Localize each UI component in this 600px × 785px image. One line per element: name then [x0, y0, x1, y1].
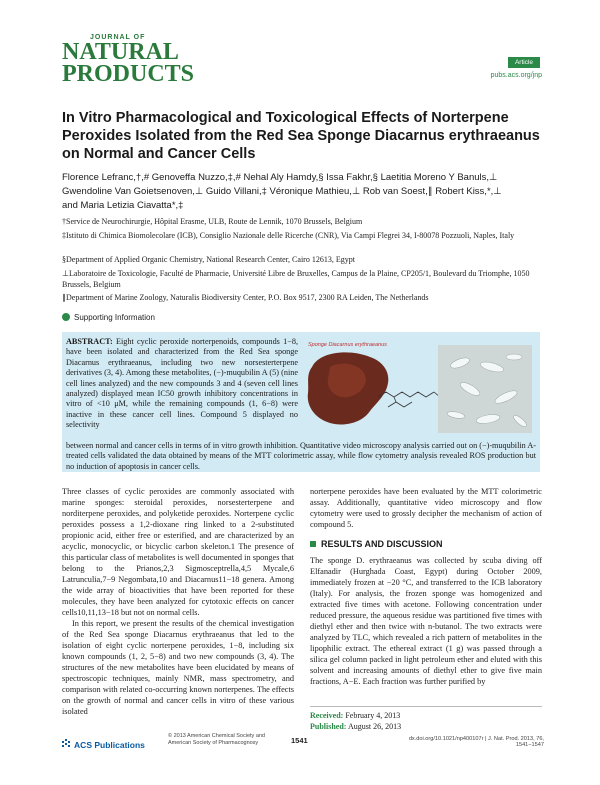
doi-citation[interactable]: dx.doi.org/10.1021/np400107r | J. Nat. Prod. 2013, 76, 1541−1547 [408, 736, 544, 748]
copyright-notice: © 2013 American Chemical Society and American Society of Pharmacognosy [168, 733, 265, 746]
acs-logo-icon [62, 739, 72, 749]
section-heading [310, 539, 542, 549]
logo-line2: PRODUCTS [62, 61, 195, 87]
affiliation-1: †Service de Neurochirurgie, Hôpital Erasme, ULB, Route de Lennik, 1070 Brussels, Belgium [62, 217, 363, 226]
received-date: February 4, 2013 [345, 711, 401, 720]
article-title: In Vitro Pharmacological and Toxicological Effects of Norterpene Peroxides Isolated from the Red Sea Sponge Diacarnus erythraeanus on Normal and Cancer Cells [62, 110, 540, 162]
acs-publications-logo[interactable] [62, 739, 162, 751]
affiliation-4: ⊥Laboratoire de Toxicologie, Faculté de Pharmacie, Université Libre de Bruxelles, Campus de la Plaine, CP205/1, Boulevard du Triomphe, 1050 Brussels, Belgium [62, 269, 530, 289]
affiliation-2: ‡Istituto di Chimica Biomolecolare (ICB), Consiglio Nazionale delle Ricerche (CNR), Via Campi Flegrei 34, I-80078 Pozzuoli, Naples, Italy [62, 231, 515, 240]
intro-paragraph-1: Three classes of cyclic peroxides are commonly associated with marine sponges: steroidal peroxides, norsesterterpene and norditerpene peroxides, and polyketide peroxides. Norterpene cyclic peroxides possess a 1,2-dioxane ring linked to a 2-substituted propionic acid, either free or esterified, and are characterized by an acyclic, monocyclic, or bicyclic carbon skeleton.1 The presence of this particular class of metabolites is well documented in sponges that belong to the Prianos,2,3 Sigmosceptrella,4,5 Mycale,6 Latrunculia,7−9 Negombata,10 and Diacarnus11−18 genera. Among the wide array of bioactivities that have been reported for these molecules, they have been analyzed for cytotoxic effects on cancer cells10,11,13−18 but not on normal cells. [62, 487, 294, 617]
logo-small-text: JOURNAL OF [90, 34, 146, 41]
journal-website-link[interactable]: pubs.acs.org/jnp [490, 72, 542, 79]
article-dates [310, 706, 542, 732]
received-label: Received: [310, 711, 344, 720]
authors-line-1[interactable]: Florence Lefranc,†,# Genoveffa Nuzzo,‡,# Nehal Aly Hamdy,§ Issa Fakhr,§ Laetitia Moreno Y Banuls,⊥ [62, 172, 498, 183]
page-number: 1541 [291, 736, 308, 745]
toc-graphic [300, 337, 536, 441]
authors-line-3[interactable]: and Maria Letizia Ciavatta*,‡ [62, 200, 184, 211]
section-heading-text: RESULTS AND DISCUSSION [321, 539, 443, 549]
abstract-body-1: Eight cyclic peroxide norterpenoids, compounds 1−8, have been isolated and characterized from the Red Sea sponge Diacarnus erythraeanus, including two new norsesterterpene derivatives (3, 4). Among these metabolites, (−)-muqubilin A (5) (nine cell lines analyzed) and the new compounds 3 and 4 (seven cell lines analyzed) displayed mean IC50 growth inhibitory concentrations in vitro of <10 μM, while the remaining compounds (1, 6−8) were inactive in these cancer cell lines. Compound 5 displayed no selectivity [66, 337, 298, 430]
published-date: August 26, 2013 [348, 722, 402, 731]
toc-sponge-label: Sponge Diacarnus erythraeanus [308, 342, 387, 348]
abstract-text-part2: between normal and cancer cells in terms of in vitro growth inhibition. Quantitative video microscopy analysis carried out on (−)-muqubilin A-treated cells validated the data obtained by means of the MTT colorimetric assay, while flow cytometry analysis revealed ROS production but no induction of apoptosis in cancer cells. [66, 441, 536, 471]
acs-publications-text: ACS Publications [74, 740, 145, 750]
affiliation-3: §Department of Applied Organic Chemistry, National Research Center, Cairo 12613, Egypt [62, 255, 355, 264]
logo-line1: NATURAL [62, 39, 179, 65]
body-column-left [62, 486, 294, 717]
section-square-icon [310, 541, 316, 547]
supporting-information-link[interactable] [62, 313, 155, 322]
results-paragraph: The sponge D. erythraeanus was collected by scuba diving off Elfanadir (Hurghada Coast, Egypt) during October 2009, immediately frozen at −20 °C, and transferred to the ICB laboratory (Italy). For analysis, the frozen sponge was homogenized and extracted five times with acetone. Following concentration under reduced pressure, the aqueous residue was partitioned five times with diethyl ether and then twice with n-butanol. The two extracts were analyzed by TLC, which revealed a rich pattern of metabolites in the lipophilic extract. The ethereal extract (1 g) was passed through a silica gel column packed in light petroleum ether and eluted with this solvent and increasing amounts of diethyl ether to give five main fractions, A−E. Each fraction was further purified by [310, 556, 542, 686]
author-list [62, 171, 544, 213]
supporting-info-icon [62, 313, 70, 321]
affiliation-5: ∥Department of Marine Zoology, Naturalis Biodiversity Center, P.O. Box 9517, 2300 RA Leiden, The Netherlands [62, 293, 429, 302]
intro-paragraph-2: In this report, we present the results of the chemical investigation of the Red Sea sponge Diacarnus erythraeanus that led to the isolation of eight cyclic norterpene peroxides, 1−8, including six known compounds (1, 2, 5−8) and two new compounds (3, 4). The structures of the new metabolites have been elucidated by means of spectroscopic techniques, mainly NMR, mass spectrometry, and comparison with related co-occurring known norterpenes. The effects on the growth of normal and cancer cells in vitro of these various isolated [62, 619, 294, 716]
published-label: Published: [310, 722, 347, 731]
article-badge: Article [508, 57, 540, 68]
abstract-label: ABSTRACT: [66, 337, 113, 346]
abstract-text-part1 [66, 337, 298, 431]
supporting-info-label: Supporting Information [74, 313, 155, 322]
authors-line-2[interactable]: Gwendoline Van Goietsenoven,⊥ Guido Villani,‡ Véronique Mathieu,⊥ Rob van Soest,∥ Robert Kiss,*,⊥ [62, 186, 502, 197]
journal-logo [62, 34, 195, 87]
body-column-right-top: norterpene peroxides have been evaluated by the MTT colorimetric assay. Additionally, quantitative video microscopy and flow cytometry were used to grossly decipher the mechanism of action of compound 5. [310, 487, 542, 529]
